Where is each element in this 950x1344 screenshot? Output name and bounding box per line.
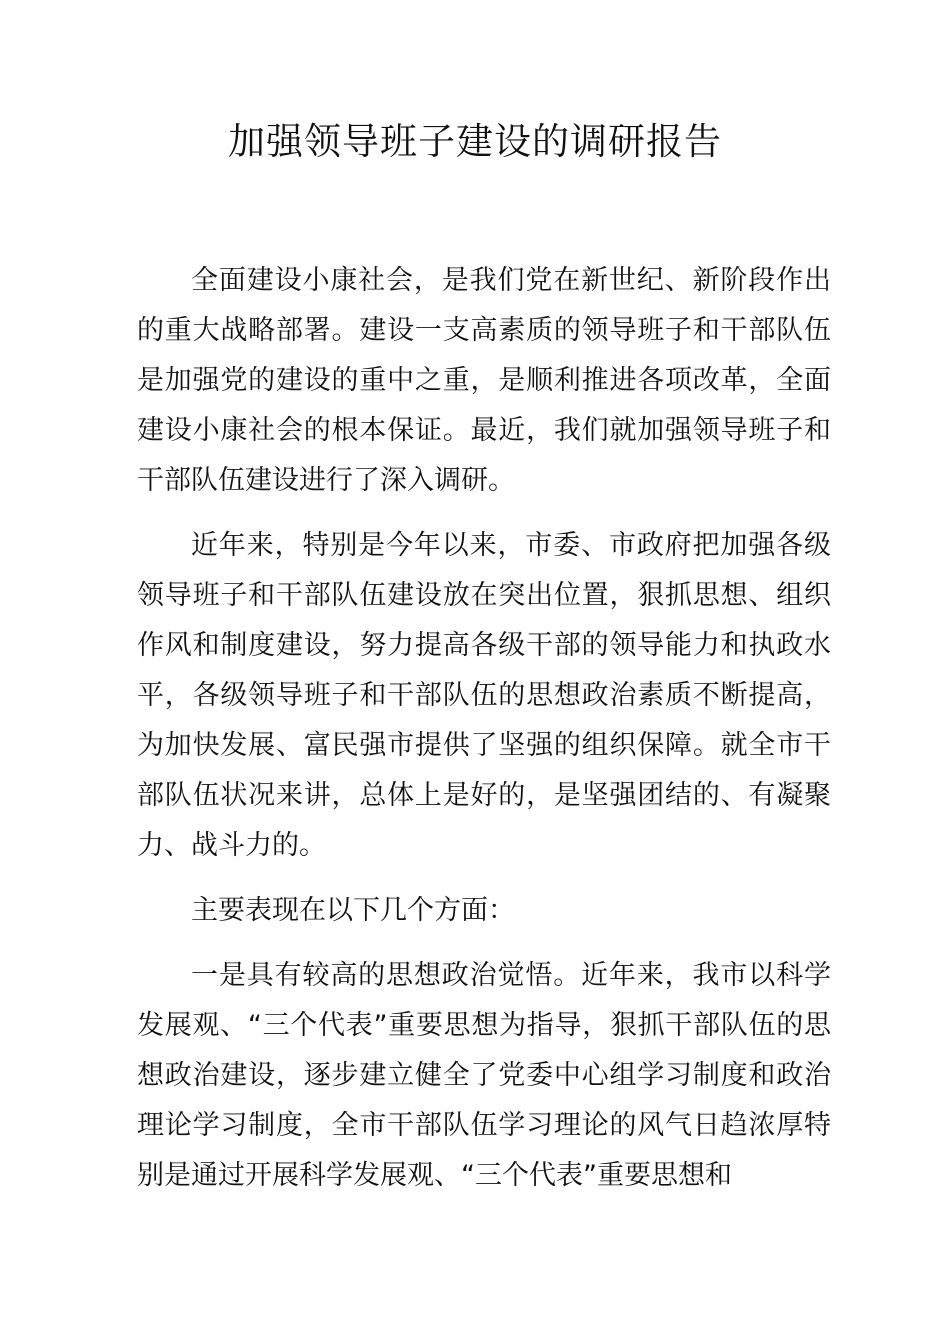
paragraph-2: 近年来，特别是今年以来，市委、市政府把加强各级领导班子和干部队伍建设放在突出位置，狠抓思想、组织作风和制度建设，努力提高各级干部的领导能力和执政水平，各级领导班子和干部队伍的思想政治素质不断提高，为加快发展、富民强市提供了坚强的组织保障。就全市干部队伍状况来讲，总体上是好的，是坚强团结的、有凝聚力、战斗力的。 xyxy=(137,530,831,861)
paragraph-4: 一是具有较高的思想政治觉悟。近年来，我市以科学发展观、“三个代表”重要思想为指导，狠抓干部队伍的思想政治建设，逐步建立健全了党委中心组学习制度和政治理论学习制度，全市干部队伍学习理论的风气日趋浓厚特别是通过开展科学发展观、“三个代表”重要思想和 xyxy=(137,960,831,1191)
paragraph-3: 主要表现在以下几个方面： xyxy=(191,895,515,926)
paragraph-1: 全面建设小康社会，是我们党在新世纪、新阶段作出的重大战略部署。建设一支高素质的领导班子和干部队伍是加强党的建设的重中之重，是顺利推进各项改革，全面建设小康社会的根本保证。最近，我们就加强领导班子和干部队伍建设进行了深入调研。 xyxy=(137,265,831,496)
document-title: 加强领导班子建设的调研报告 xyxy=(228,120,722,163)
document-body xyxy=(137,256,831,1216)
